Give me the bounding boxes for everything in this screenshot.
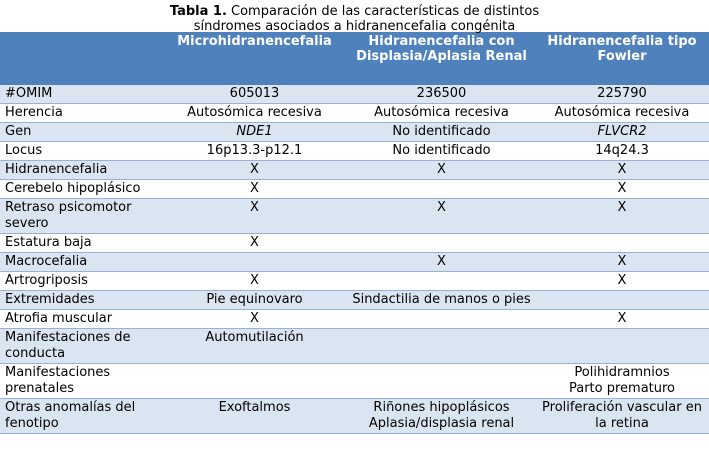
comparison-table	[0, 32, 709, 434]
cell: 14q24.3	[535, 142, 709, 161]
table-row	[0, 142, 709, 161]
cell: X	[535, 199, 709, 234]
table-row	[0, 199, 709, 234]
cell: X	[348, 199, 535, 234]
cell: X	[161, 180, 348, 199]
cell-line: Riñones hipoplásicos	[373, 400, 510, 415]
cell	[348, 364, 535, 399]
cell: Sindactilia de manos o pies	[348, 291, 535, 310]
row-label: Cerebelo hipoplásico	[0, 180, 161, 199]
header-tipo-fowler: Hidranencefalia tipo Fowler	[535, 32, 709, 85]
cell: X	[535, 180, 709, 199]
header-row	[0, 32, 709, 85]
cell	[535, 234, 709, 253]
cell: X	[535, 310, 709, 329]
cell: No identificado	[348, 142, 535, 161]
table-caption	[0, 0, 709, 32]
caption-line1: Comparación de las características de distintos	[231, 4, 540, 19]
cell	[161, 253, 348, 272]
table-row	[0, 85, 709, 104]
cell: FLVCR2	[535, 123, 709, 142]
row-label: Gen	[0, 123, 161, 142]
row-label: Retraso psicomotor severo	[0, 199, 161, 234]
row-label: Extremidades	[0, 291, 161, 310]
table-row	[0, 329, 709, 364]
cell: X	[348, 253, 535, 272]
table-row	[0, 399, 709, 434]
table-row	[0, 234, 709, 253]
row-label: Estatura baja	[0, 234, 161, 253]
cell	[348, 310, 535, 329]
caption-line2: síndromes asociados a hidranencefalia congénita	[193, 19, 516, 34]
cell	[535, 329, 709, 364]
table-row	[0, 310, 709, 329]
cell: 16p13.3-p12.1	[161, 142, 348, 161]
cell: Automutilación	[161, 329, 348, 364]
cell: X	[161, 234, 348, 253]
cell	[348, 180, 535, 199]
cell	[535, 291, 709, 310]
header-displasia-renal: Hidranencefalia con Displasia/Aplasia Renal	[348, 32, 535, 85]
row-label: Artrogriposis	[0, 272, 161, 291]
table-row	[0, 161, 709, 180]
cell	[535, 364, 709, 399]
cell: Autosómica recesiva	[348, 104, 535, 123]
caption-label: Tabla 1.	[169, 4, 227, 19]
cell: X	[161, 310, 348, 329]
cell: X	[161, 272, 348, 291]
cell: 225790	[535, 85, 709, 104]
cell: No identificado	[348, 123, 535, 142]
cell	[161, 364, 348, 399]
cell: Proliferación vascular en la retina	[535, 399, 709, 434]
cell	[348, 234, 535, 253]
cell: Autosómica recesiva	[535, 104, 709, 123]
cell	[348, 329, 535, 364]
table-row	[0, 272, 709, 291]
cell: X	[348, 161, 535, 180]
cell: Autosómica recesiva	[161, 104, 348, 123]
table-row	[0, 180, 709, 199]
row-label: Macrocefalia	[0, 253, 161, 272]
cell: 605013	[161, 85, 348, 104]
cell: X	[161, 161, 348, 180]
header-empty	[0, 32, 161, 85]
cell: 236500	[348, 85, 535, 104]
cell	[348, 272, 535, 291]
cell-line: Parto prematuro	[568, 381, 676, 396]
table-row	[0, 364, 709, 399]
cell: Exoftalmos	[161, 399, 348, 434]
cell: X	[535, 253, 709, 272]
cell: X	[161, 199, 348, 234]
table-row	[0, 253, 709, 272]
cell: NDE1	[161, 123, 348, 142]
cell: Pie equinovaro	[161, 291, 348, 310]
row-label: Herencia	[0, 104, 161, 123]
cell: X	[535, 161, 709, 180]
row-label: Locus	[0, 142, 161, 161]
row-label: #OMIM	[0, 85, 161, 104]
cell-line: Aplasia/displasia renal	[368, 416, 515, 431]
table-row	[0, 291, 709, 310]
cell: X	[535, 272, 709, 291]
table-row	[0, 123, 709, 142]
row-label: Otras anomalías del fenotipo	[0, 399, 161, 434]
row-label: Hidranencefalia	[0, 161, 161, 180]
row-label: Atrofia muscular	[0, 310, 161, 329]
row-label: Manifestaciones de conducta	[0, 329, 161, 364]
cell-line: Polihidramnios	[574, 365, 670, 380]
header-microhidranencefalia: Microhidranencefalia	[161, 32, 348, 85]
row-label: Manifestaciones prenatales	[0, 364, 161, 399]
cell	[348, 399, 535, 434]
table-row	[0, 104, 709, 123]
